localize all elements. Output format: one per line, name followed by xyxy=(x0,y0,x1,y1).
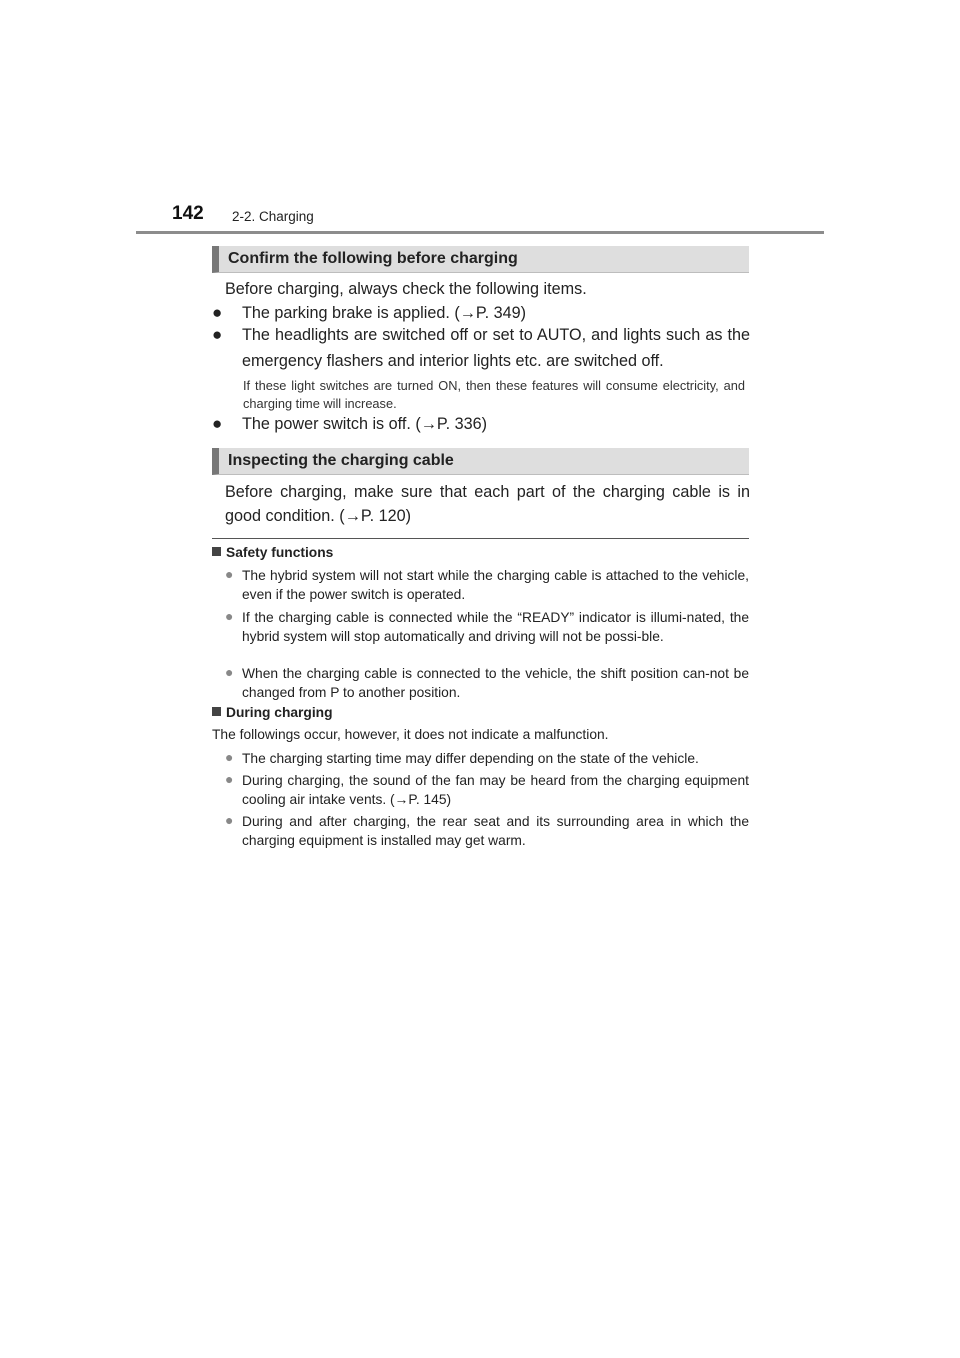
bullet-icon: ● xyxy=(225,566,234,582)
heading-confirm-before-charging xyxy=(212,246,749,273)
page-number: 142 xyxy=(172,203,204,224)
bullet-icon: ● xyxy=(212,303,223,322)
bullet-icon: ● xyxy=(225,771,234,787)
bullet-icon: ● xyxy=(225,812,234,828)
list-item: ● The power switch is off. (→P. 336) xyxy=(212,411,750,437)
section-title: 2-2. Charging xyxy=(232,209,314,224)
bullet-icon: ● xyxy=(212,325,223,344)
header-rule xyxy=(136,231,824,234)
list-item: ● The parking brake is applied. (→P. 349) xyxy=(212,300,750,326)
heading-text: Confirm the following before charging xyxy=(228,250,518,267)
page-header xyxy=(172,203,824,233)
subheading-during-charging: During charging xyxy=(212,705,333,720)
inspect-text: Before charging, make sure that each part of the charging cable is in good condition. (→P. 120) xyxy=(225,483,750,525)
square-bullet-icon xyxy=(212,547,221,556)
list-item: ● The charging starting time may differ depending on the state of the vehicle. xyxy=(225,749,699,766)
list-item: ● If the charging cable is connected while the “READY” indicator is illumi-nated, the hybrid system will stop automatically and driving will not be possi-ble. xyxy=(225,608,749,644)
note-text: If these light switches are turned ON, then these features will consume electricity, and charging time will increase. xyxy=(243,378,745,411)
heading-text: Inspecting the charging cable xyxy=(228,452,454,469)
bullet-icon: ● xyxy=(225,664,234,680)
during-intro: The followings occur, however, it does not indicate a malfunction. xyxy=(212,727,609,742)
list-item: ● The hybrid system will not start while the charging cable is attached to the vehicle, even if the power switch is operated. xyxy=(225,566,749,602)
intro-text: Before charging, always check the following items. xyxy=(225,280,587,298)
list-item: ● The headlights are switched off or set to AUTO, and lights such as the emergency flashers and interior lights etc. are switched off. xyxy=(212,322,750,374)
divider xyxy=(212,538,749,539)
heading-inspecting-cable xyxy=(212,448,749,475)
subheading-safety-functions: Safety functions xyxy=(212,545,333,560)
bullet-icon: ● xyxy=(225,749,234,765)
bullet-icon: ● xyxy=(212,414,223,433)
bullet-icon: ● xyxy=(225,608,234,624)
square-bullet-icon xyxy=(212,707,221,716)
list-item: ● During and after charging, the rear seat and its surrounding area in which the charging equipment is installed may get warm. xyxy=(225,812,749,848)
list-item: ● When the charging cable is connected to the vehicle, the shift position can-not be changed from P to another position. xyxy=(225,664,749,700)
list-item: ● During charging, the sound of the fan may be heard from the charging equipment cooling air intake vents. (→P. 145) xyxy=(225,771,749,807)
